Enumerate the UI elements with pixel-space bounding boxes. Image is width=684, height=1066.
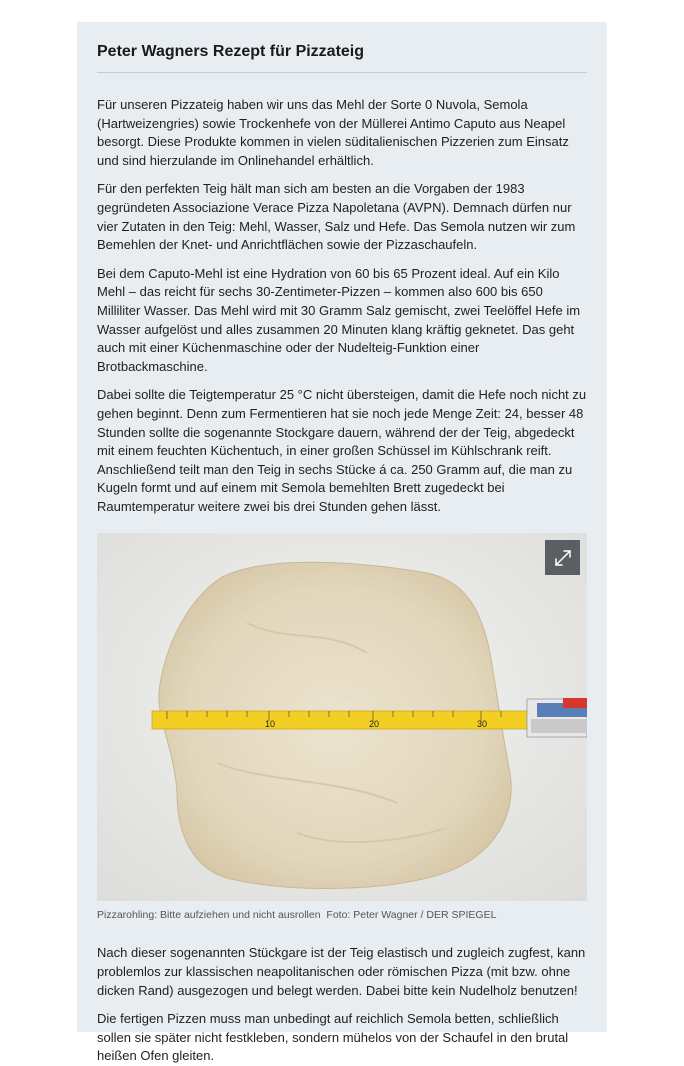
photo-credit: Foto: Peter Wagner / DER SPIEGEL [326, 909, 497, 922]
measuring-tape [152, 711, 527, 729]
paragraph-semola-baking: Die fertigen Pizzen muss man unbedingt auf reichlich Semola betten, schließlich sollen sie später nicht festkleben, sondern mühelos von der Schaufel in den brutal heißen Ofen gleiten. [97, 1011, 569, 1064]
recipe-box [77, 22, 607, 1064]
recipe-title: Peter Wagners Rezept für Pizzateig [97, 42, 587, 73]
paragraph-stueckgare: Nach dieser sogenannten Stückgare ist der Teig elastisch und zugleich zugfest, kann problemlos zur klassischen neapolitanischen oder römischen Pizza (mit bzw. ohne dicken Rand) ausgezogen und belegt werden. Dabei bitte kein Nudelholz benutzen! [97, 945, 586, 998]
caption-text: Pizzarohling: Bitte aufziehen und nicht ausrollen [97, 909, 321, 922]
tape-measure-case [527, 698, 587, 737]
image-caption [97, 908, 587, 922]
pizza-dough-photo[interactable] [97, 533, 587, 901]
article-figure [97, 533, 587, 901]
ruler-label-30: 30 [477, 719, 488, 730]
paragraph-avpn-rules: Für den perfekten Teig hält man sich am besten an die Vorgaben der 1983 gegründeten Associazione Verace Pizza Napoletana (AVPN). Demnach dürfen nur vier Zutaten in den Teig: Mehl, Wasser, Salz und Hefe. Das Semola nutzen wir zum Bemehlen der Knet- und Anrichtflächen sowie der Pizzaschaufeln. [97, 181, 576, 253]
paragraph-hydration: Bei dem Caputo-Mehl ist eine Hydration von 60 bis 65 Prozent ideal. Auf ein Kilo Mehl – das reicht für sechs 30-Zentimeter-Pizzen – kommen also 600 bis 650 Milliliter Wasser. Das Mehl wird mit 30 Gramm Salz gemischt, zwei Teelöffel Hefe im Wasser aufgelöst und alles zusammen 20 Minuten klang kräftig geknetet. Das geht auch mit einer Küchenmaschine oder der Nudelteig-Funktion einer Brotbackmaschine. [97, 265, 581, 374]
ruler-label-20: 20 [369, 719, 380, 730]
expand-image-button[interactable] [545, 540, 580, 575]
expand-arrows-icon [553, 548, 573, 568]
paragraph-ingredients-source: Für unseren Pizzateig haben wir uns das Mehl der Sorte 0 Nuvola, Semola (Hartweizengries) sowie Trockenhefe von der Müllerei Antimo Caputo aus Neapel besorgt. Diese Produkte kommen in vielen süditalienischen Pizzerien zum Einsatz und sind hierzulande im Onlinehandel erhältlich. [97, 97, 569, 168]
paragraph-fermentation: Dabei sollte die Teigtemperatur 25 °C nicht übersteigen, damit die Hefe noch nicht zu gehen beginnt. Denn zum Fermentieren hat sie noch jede Menge Zeit: 24, besser 48 Stunden sollte die sogenannte Stockgare dauern, während der der Teig, abgedeckt mit einem feuchten Küchentuch, in einer großen Schüssel im Kühlschrank reift. Anschließend teilt man den Teig in sechs Stücke á ca. 250 Gramm auf, die man zu Kugeln formt und auf einem mit Semola bemehlten Brett zugedeckt bei Raumtemperatur weitere zwei bis drei Stunden gehen lässt. [97, 387, 587, 514]
ruler-label-10: 10 [265, 719, 276, 730]
